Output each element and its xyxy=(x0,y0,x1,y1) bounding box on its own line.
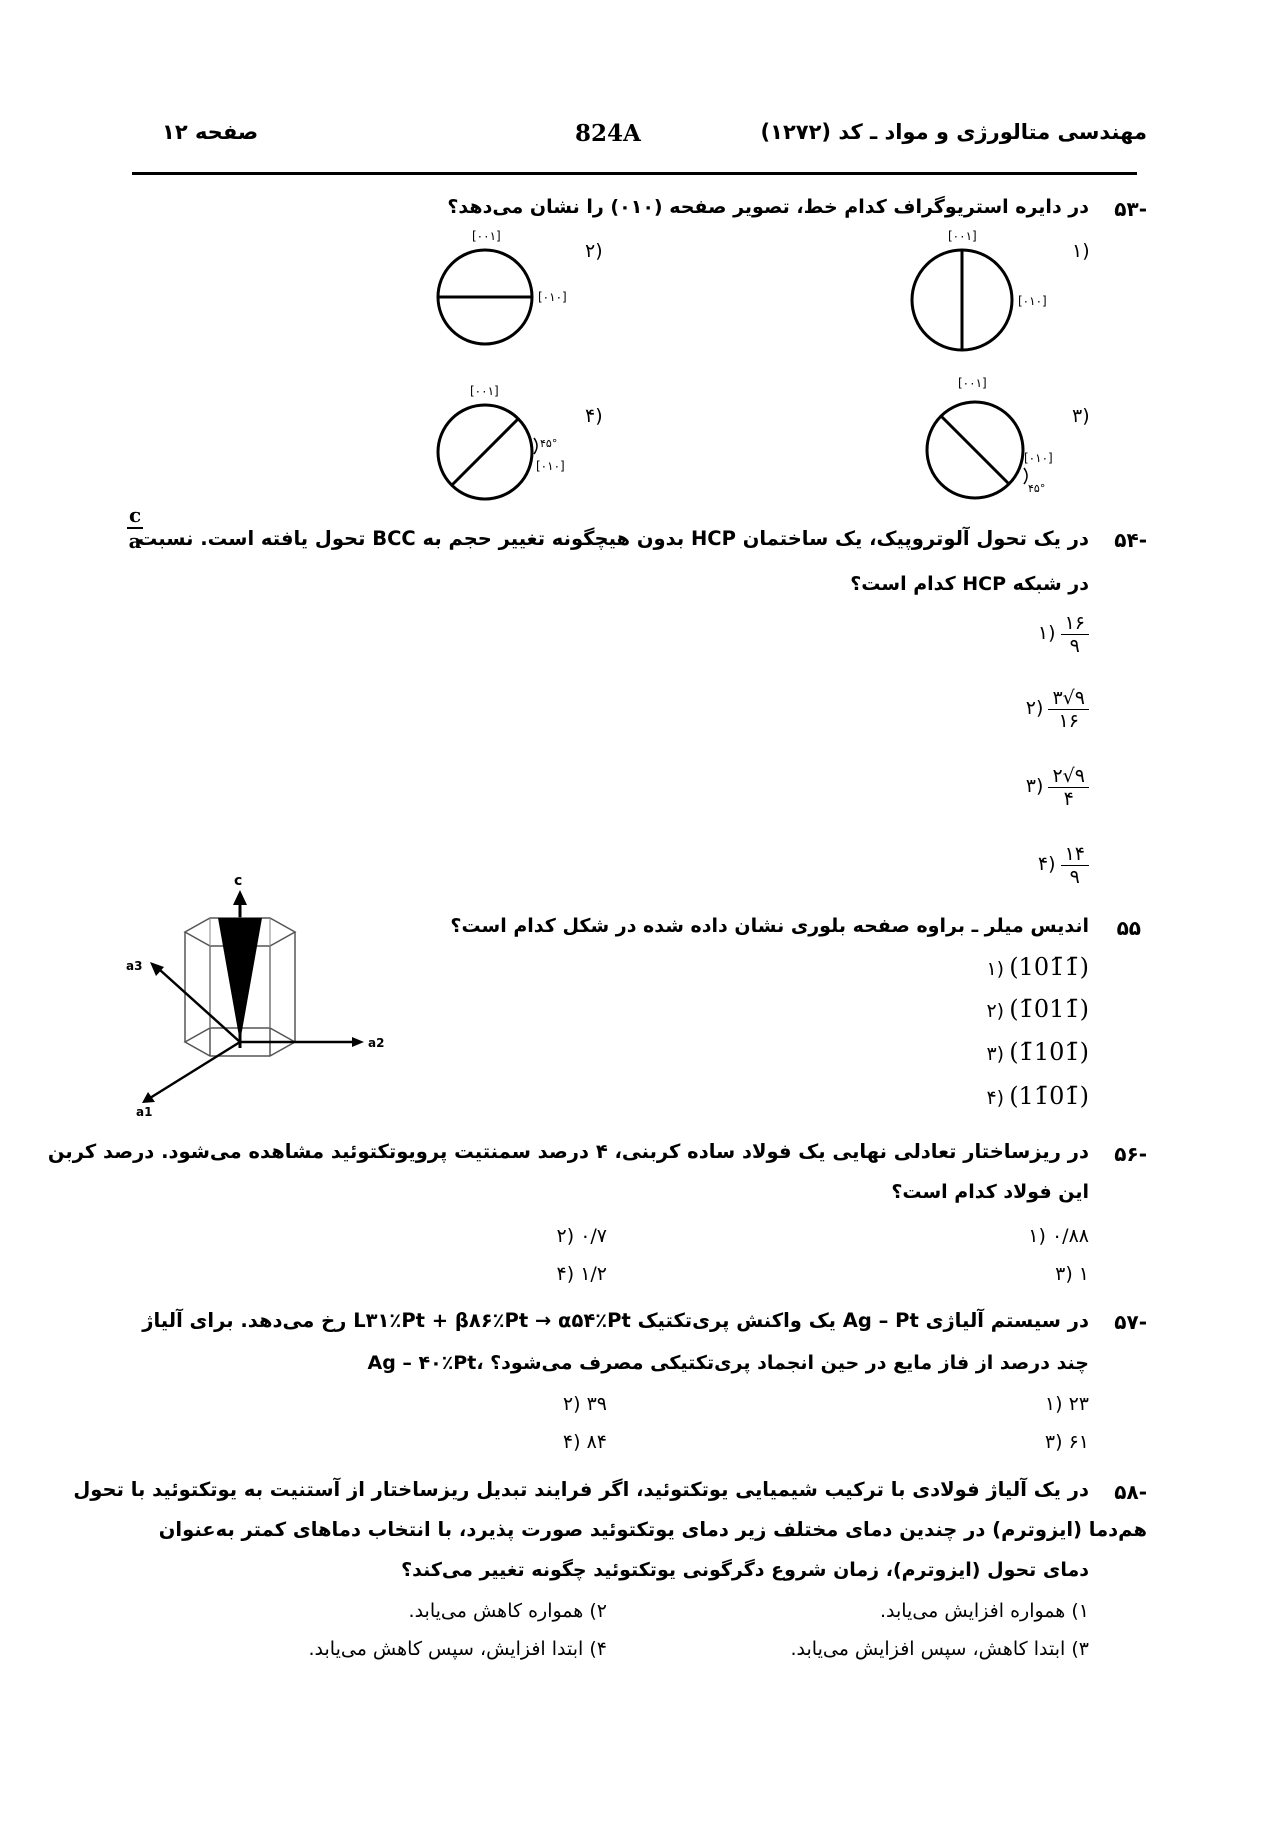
question-54-number: ۵۴- xyxy=(1114,528,1147,552)
stereograph-option-1 xyxy=(910,225,1090,365)
option-fraction: $\frac{۱۶}{۹}$ xyxy=(1061,612,1089,657)
label-010: [۰۱۰] xyxy=(536,459,565,473)
q56-option-4: ۴) ۱/۲ xyxy=(556,1263,607,1285)
miller-bravais-index: (101̄1̄) xyxy=(1009,953,1089,981)
stereo-line-diagonal xyxy=(941,416,1009,484)
question-53-text: در دایره استریوگراف کدام خط، تصویر صفحه (۰۱۰) را نشان می‌دهد؟ xyxy=(447,196,1089,218)
option-label: ۱) xyxy=(1037,622,1056,644)
axis-c-label: c xyxy=(234,873,243,889)
q58-option-3: ۳) ابتدا کاهش، سپس افزایش می‌یابد. xyxy=(790,1638,1089,1660)
label-010: [۰۱۰] xyxy=(1018,294,1047,308)
booklet-code: 824A xyxy=(575,120,641,147)
label-010: [۰۱۰] xyxy=(538,290,567,304)
axis-a1-label: a1 xyxy=(136,1105,153,1119)
shaded-crystal-plane xyxy=(218,918,262,1042)
question-54-text-line2: در شبکه HCP کدام است؟ xyxy=(850,573,1089,595)
question-54-text-line1: در یک تحول آلوتروپیک، یک ساختمان HCP بدون هیچگونه تغییر حجم به BCC تحول یافته است. نسبت xyxy=(137,527,1089,550)
question-56-text-line2: این فولاد کدام است؟ xyxy=(891,1181,1089,1203)
q56-option-1: ۱) ۰/۸۸ xyxy=(1028,1225,1089,1247)
q55-option-2: ۲) (1̄011̄) xyxy=(986,995,1089,1023)
q55-option-4: ۴) (11̄01̄) xyxy=(986,1082,1089,1110)
q54-option-1 xyxy=(1038,612,1089,657)
label-001: [۰۰۱] xyxy=(958,376,987,390)
option-label: ۳) xyxy=(1025,775,1044,797)
q58-option-4: ۴) ابتدا افزایش، سپس کاهش می‌یابد. xyxy=(308,1638,607,1660)
q53-option-4-label: ۴) xyxy=(585,405,603,427)
question-53-number: ۵۳- xyxy=(1114,197,1147,221)
axis-a3-label: a3 xyxy=(126,959,143,973)
option-label: ۴) xyxy=(1037,853,1056,875)
q53-option-1-label: ۱) xyxy=(1072,240,1090,262)
option-fraction: $\frac{۹√۲}{۴}$ xyxy=(1048,765,1089,810)
question-55-text: اندیس میلر ـ براوه صفحه بلوری نشان داده شده در شکل کدام است؟ xyxy=(450,915,1089,937)
label-001: [۰۰۱] xyxy=(472,229,501,243)
question-56-text-line1: در ریزساختار تعادلی نهایی یک فولاد ساده کربنی، ۴ درصد سمنتیت پرویوتکتوئید مشاهده می‌شود. درصد کربن xyxy=(47,1140,1089,1163)
question-57-text-line1: در سیستم آلیاژی Ag – Pt یک واکنش پری‌تکتیک L۳۱٪Pt + β۸۶٪Pt → α۵۴٪Pt رخ می‌دهد. برای آلیاژ xyxy=(142,1309,1089,1332)
q56-option-2: ۲) ۰/۷ xyxy=(556,1225,607,1247)
ratio-a: a xyxy=(128,529,142,553)
q54-option-3 xyxy=(1026,765,1089,810)
q55-option-3: ۳) (1̄101̄) xyxy=(986,1038,1089,1066)
question-58-text-line2: هم‌دما (ایزوترم) در چندین دمای مختلف زیر دمای یوتکتوئید صورت پذیرد، با انتخاب دماهای کمتر به‌عنوان xyxy=(158,1518,1147,1541)
q56-option-3: ۳) ۱ xyxy=(1055,1263,1089,1285)
option-fraction: $\frac{۱۴}{۹}$ xyxy=(1061,843,1089,888)
q58-option-1: ۱) همواره افزایش می‌یابد. xyxy=(879,1600,1089,1622)
q57-option-4: ۴) ۸۴ xyxy=(562,1431,607,1453)
miller-bravais-index: (1̄101̄) xyxy=(1009,1038,1089,1066)
page-number: صفحه ۱۲ xyxy=(162,120,259,144)
label-010: [۰۱۰] xyxy=(1024,451,1053,465)
option-label: ۲) xyxy=(1025,697,1044,719)
stereograph-option-2 xyxy=(430,225,610,355)
miller-bravais-index: (11̄01̄) xyxy=(1009,1082,1089,1110)
label-001: [۰۰۱] xyxy=(470,384,499,398)
q53-option-3-label: ۳) xyxy=(1072,405,1090,427)
question-58-text-line1: در یک آلیاژ فولادی با ترکیب شیمیایی یوتکتوئید، اگر فرایند تبدیل ریزساختار از آستنیت به یوتکتوئید با تحول xyxy=(73,1478,1089,1501)
question-56-number: ۵۶- xyxy=(1114,1142,1147,1166)
header-divider xyxy=(132,172,1137,175)
q57-option-2: ۲) ۳۹ xyxy=(562,1393,607,1415)
hcp-unit-cell-diagram xyxy=(120,870,385,1120)
q53-option-2-label: ۲) xyxy=(585,240,603,262)
page-header-title: مهندسی متالورژی و مواد ـ کد (۱۲۷۲) xyxy=(760,120,1147,144)
option-fraction: $\frac{۹√۳}{۱۶}$ xyxy=(1048,687,1089,732)
axis-a2-label: a2 xyxy=(368,1036,385,1050)
label-001: [۰۰۱] xyxy=(948,229,977,243)
label-45-degree: ۴۵° xyxy=(1028,482,1046,495)
question-57-text-line2: Ag – ۴۰٪Pt، چند درصد از فاز مایع در حین انجماد پری‌تکتیکی مصرف می‌شود؟ xyxy=(367,1352,1089,1374)
stereo-line-diagonal xyxy=(452,419,518,485)
stereograph-option-3 xyxy=(920,372,1100,512)
label-45-degree: ۴۵° xyxy=(540,437,558,450)
q54-option-4 xyxy=(1038,843,1089,888)
q57-option-3: ۳) ۶۱ xyxy=(1044,1431,1089,1453)
miller-bravais-index: (1̄011̄) xyxy=(1009,995,1089,1023)
question-57-number: ۵۷- xyxy=(1114,1310,1147,1334)
ratio-c: c xyxy=(129,503,142,527)
stereograph-option-4 xyxy=(430,380,610,510)
question-55-number: ۵۵ xyxy=(1116,916,1141,940)
ratio-c-over-a xyxy=(127,503,143,553)
question-58-text-line3: دمای تحول (ایزوترم)، زمان شروع دگرگونی یوتکتوئید چگونه تغییر می‌کند؟ xyxy=(401,1559,1089,1581)
question-58-number: ۵۸- xyxy=(1114,1480,1147,1504)
q58-option-2: ۲) همواره کاهش می‌یابد. xyxy=(408,1600,607,1622)
q57-option-1: ۱) ۲۳ xyxy=(1044,1393,1089,1415)
q55-option-1: ۱) (101̄1̄) xyxy=(986,953,1089,981)
q54-option-2 xyxy=(1026,687,1089,732)
